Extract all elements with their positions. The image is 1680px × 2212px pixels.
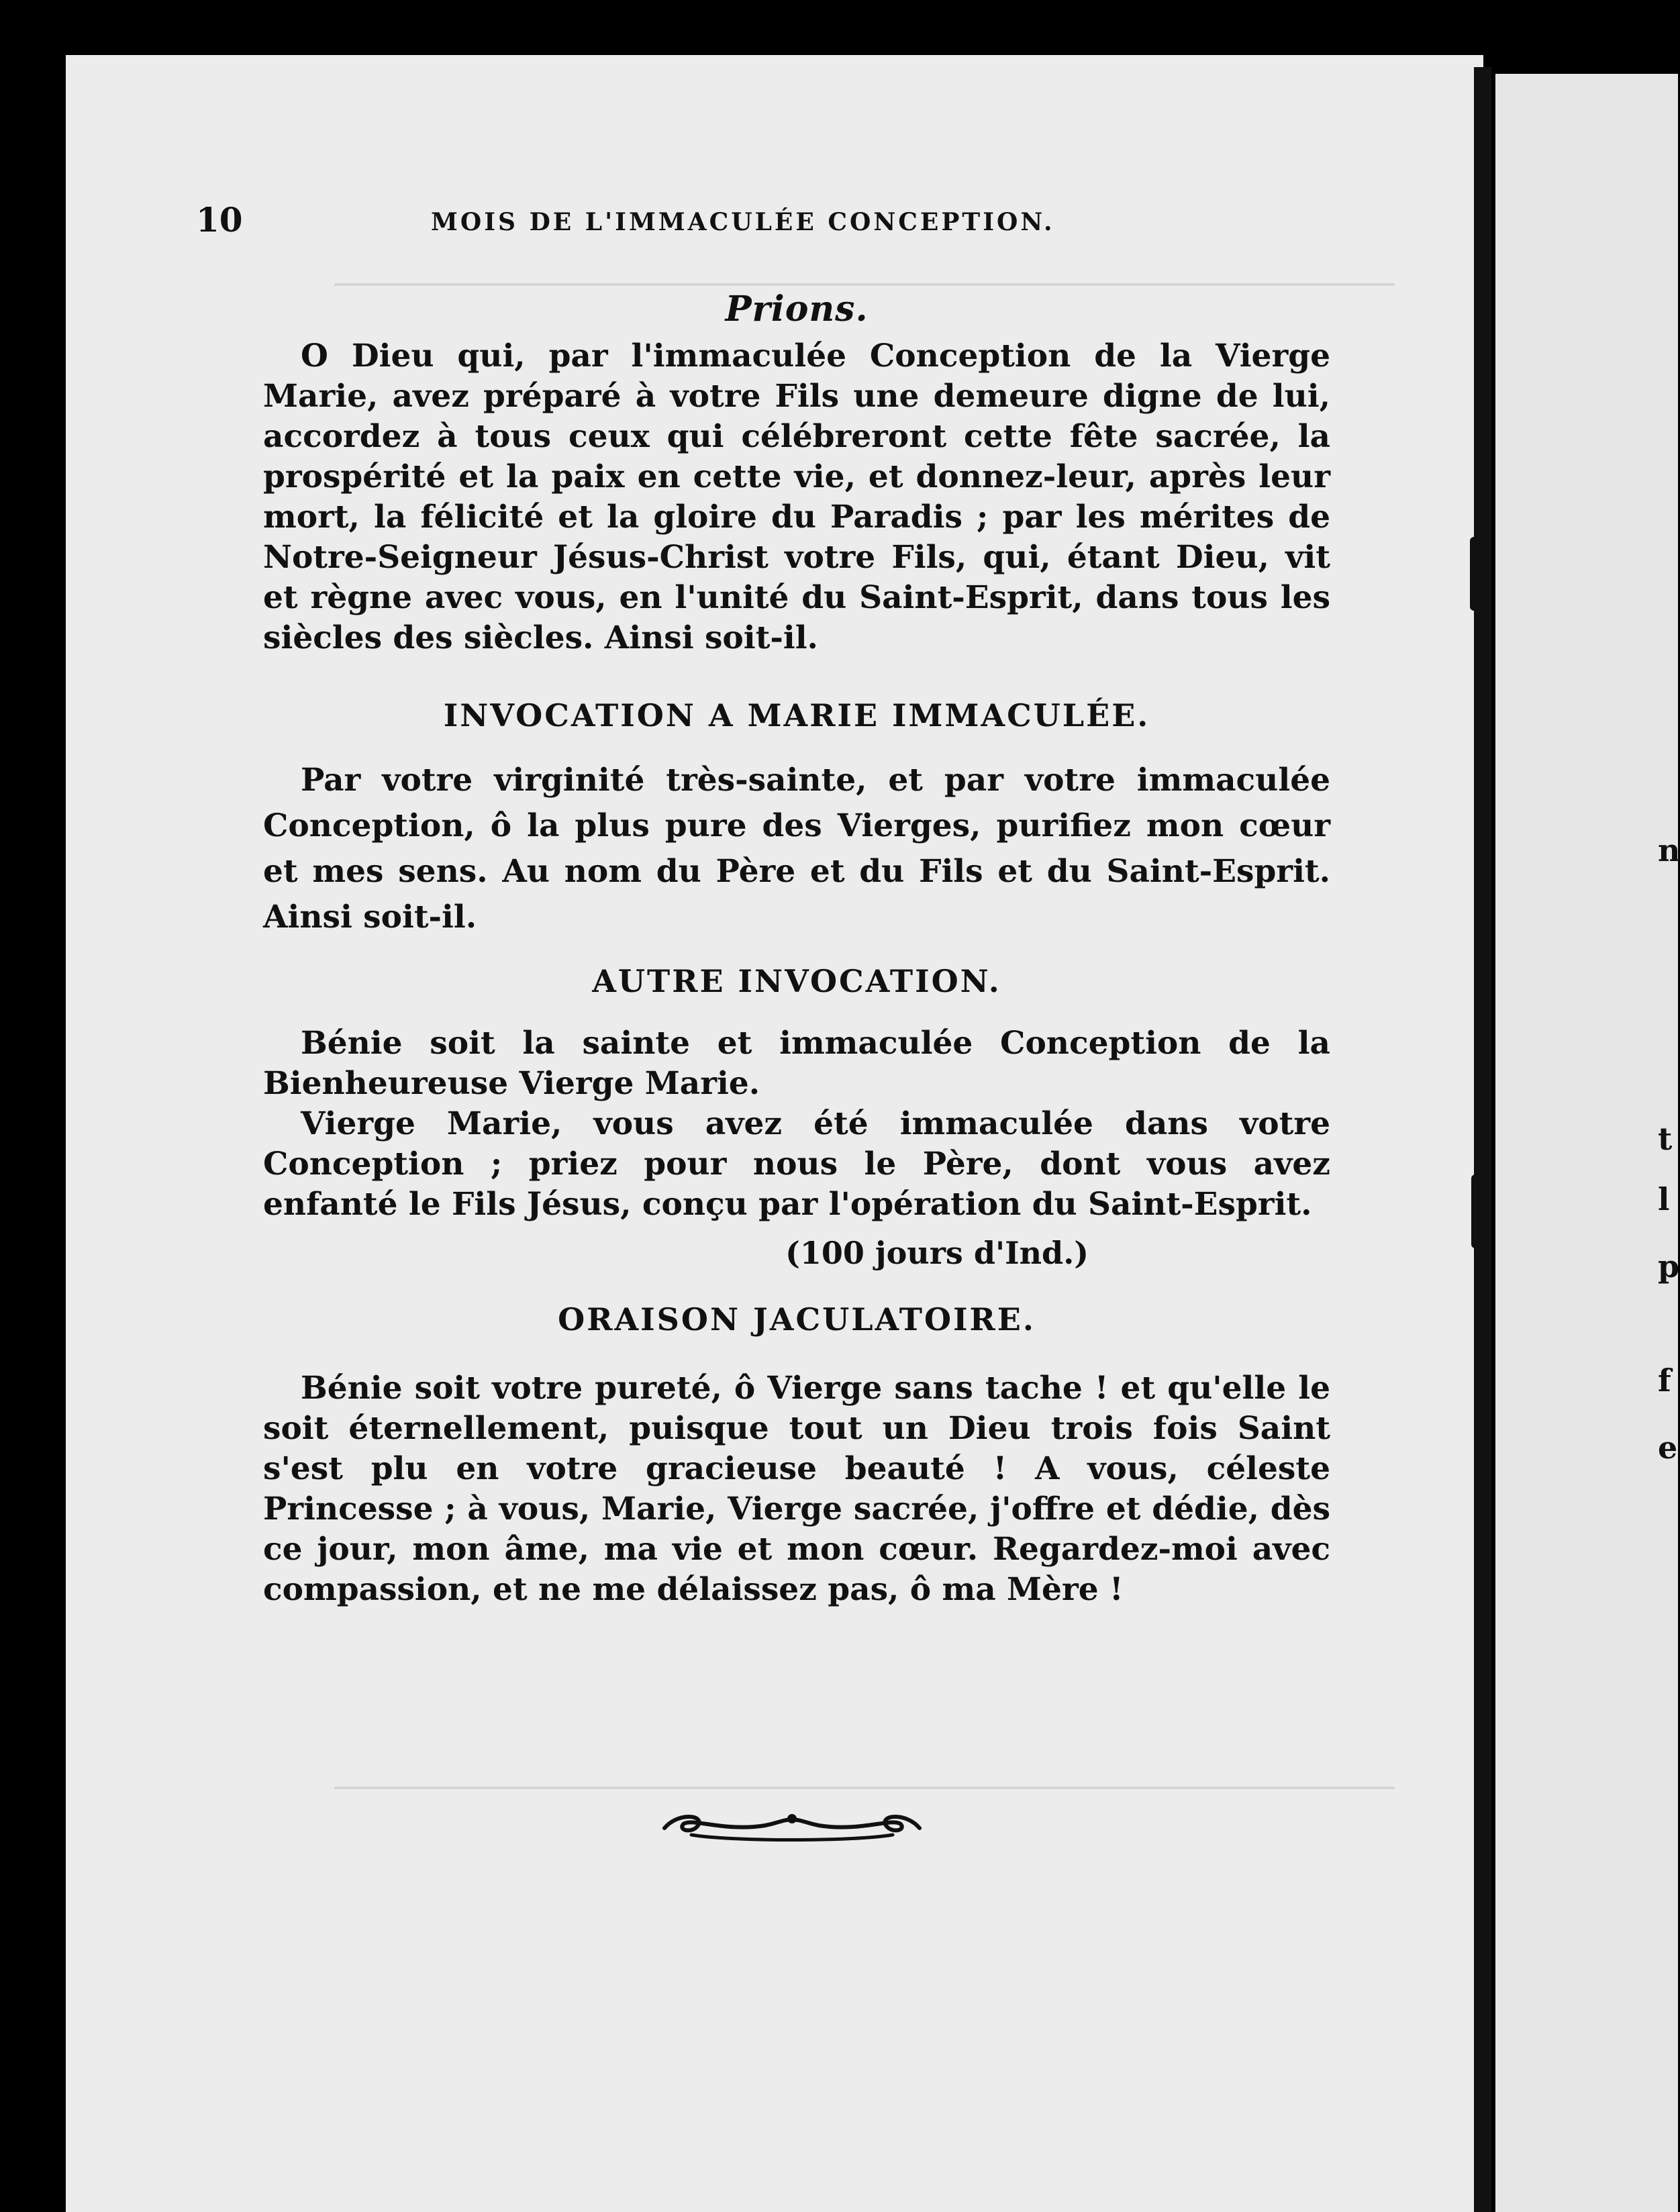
spine-binding-mark <box>1470 537 1479 611</box>
adjacent-page-letter: f <box>1658 1362 1671 1399</box>
autre-invocation-paragraph: Bénie soit la sainte et immaculée Conception de la Bienheureuse Vierge Marie. <box>263 1025 1330 1102</box>
section-title-invocation: INVOCATION A MARIE IMMACULÉE. <box>443 697 1150 734</box>
invocation-paragraph: Par votre virginité très-sainte, et par votre immaculée Conception, ô la plus pure des Vierges, purifiez mon cœur et mes sens. Au nom du Père et du Fils et du Saint-Esprit. Ainsi soit-il. <box>263 762 1330 936</box>
bleed-through-line <box>334 1787 1395 1789</box>
adjacent-page-letter: t <box>1658 1121 1673 1157</box>
book-spine <box>1474 67 1491 2212</box>
section-title-oraison: ORAISON JACULATOIRE. <box>558 1301 1036 1338</box>
page-number: 10 <box>196 200 243 240</box>
adjacent-page-letter: p <box>1658 1248 1680 1285</box>
adjacent-page-letter: e <box>1658 1429 1678 1466</box>
spine-binding-mark <box>1471 1174 1481 1248</box>
running-head <box>196 200 1102 254</box>
prayer-paragraph: O Dieu qui, par l'immaculée Conception de la Vierge Marie, avez préparé à votre Fils une demeure digne de lui, accordez à tous ceux qui célébreront cette fête sacrée, la prospérité et la paix en cette vie, et donnez-leur, après leur mort, la félicité et la gloire du Paradis ; par les mérites de Notre-Seigneur Jésus-Christ votre Fils, qui, étant Dieu, vit et règne avec vous, en l'unité du Saint-Esprit, dans tous les siècles des siècles. Ainsi soit-il. <box>263 338 1330 656</box>
autre-invocation-paragraph: Vierge Marie, vous avez été immaculée dans votre Conception ; priez pour nous le Père, dont vous avez enfanté le Fils Jésus, conçu par l'opération du Saint-Esprit. <box>263 1105 1330 1223</box>
scroll-ornament-icon <box>651 1805 933 1846</box>
oraison-paragraph: Bénie soit votre pureté, ô Vierge sans tache ! et qu'elle le soit éternellement, puisque tout un Dieu trois fois Saint s'est plu en votre gracieuse beauté ! A vous, céleste Princesse ; à vous, Marie, Vierge sacrée, j'offre et dédie, dès ce jour, mon âme, ma vie et mon cœur. Regardez-moi avec compassion, et ne me délaissez pas, ô ma Mère ! <box>263 1370 1330 1608</box>
indulgence-note: (100 jours d'Ind.) <box>785 1235 1089 1271</box>
adjacent-page <box>1495 74 1678 2212</box>
page-content <box>263 289 1330 1610</box>
adjacent-page-letter: l <box>1658 1181 1670 1217</box>
bleed-through-line <box>334 283 1395 286</box>
section-title-prions: Prions. <box>725 289 869 330</box>
running-head-title: MOIS DE L'IMMACULÉE CONCEPTION. <box>431 208 1055 236</box>
section-title-autre-invocation: AUTRE INVOCATION. <box>592 963 1001 999</box>
adjacent-page-letter: n <box>1658 832 1680 868</box>
